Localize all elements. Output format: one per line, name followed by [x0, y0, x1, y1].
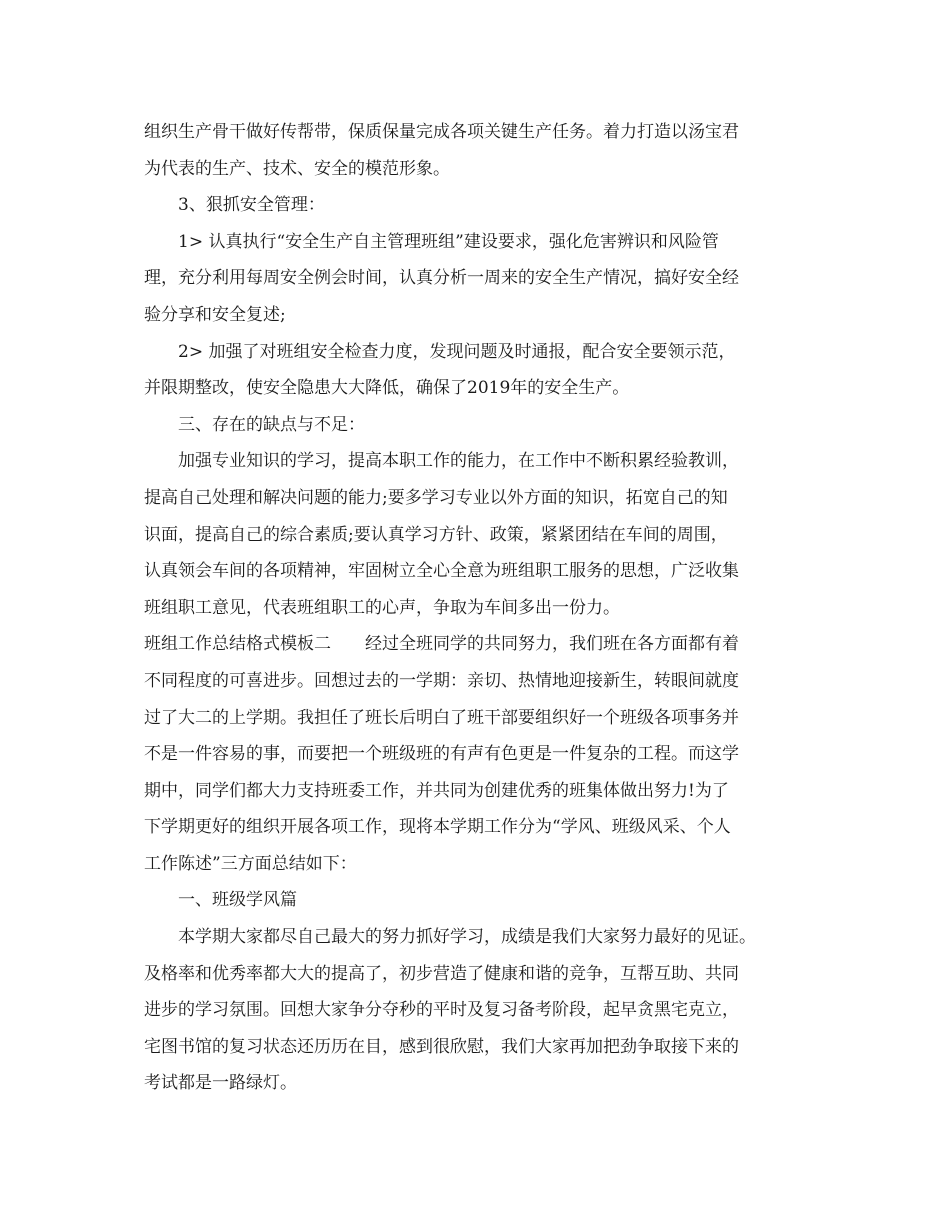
template-title-line: 班组工作总结格式模板二 经过全班同学的共同努力，我们班在各方面都有着 [144, 634, 739, 655]
text-line: 理，充分利用每周安全例会时间，认真分析一周来的安全生产情况，搞好安全经 [144, 268, 739, 289]
text-line: 为代表的生产、技术、安全的模范形象。 [144, 158, 450, 179]
text-line: 下学期更好的组织开展各项工作，现将本学期工作分为“学风、班级风采、个人 [144, 817, 731, 838]
text-line: 提高自己处理和解决问题的能力;要多学习专业以外方面的知识，拓宽自己的知 [144, 487, 728, 508]
text-line: 本学期大家都尽自己最大的努力抓好学习，成绩是我们大家努力最好的见证。 [178, 927, 756, 948]
text-line: 不同程度的可喜进步。回想过去的一学期：亲切、热情地迎接新生，转眼间就度 [144, 670, 739, 691]
text-line: 2> 加强了对班组安全检查力度，发现问题及时通报，配合安全要领示范， [178, 341, 736, 362]
text-line: 加强专业知识的学习，提高本职工作的能力，在工作中不断积累经验教训， [178, 451, 739, 472]
text-line: 及格率和优秀率都大大的提高了，初步营造了健康和谐的竞争，互帮互助、共同 [144, 963, 739, 984]
text-line: 考试都是一路绿灯。 [144, 1073, 297, 1094]
text-line: 识面，提高自己的综合素质;要认真学习方针、政策，紧紧团结在车间的周围， [144, 524, 728, 545]
section-heading: 三、存在的缺点与不足： [178, 414, 365, 435]
text-line: 组织生产骨干做好传帮带，保质保量完成各项关键生产任务。着力打造以汤宝君 [144, 122, 739, 142]
text-line: 过了大二的上学期。我担任了班长后明白了班干部要组织好一个班级各项事务并 [144, 707, 739, 728]
text-line: 认真领会车间的各项精神，牢固树立全心全意为班组职工服务的思想，广泛收集 [144, 561, 739, 582]
text-line: 期中，同学们都大力支持班委工作，并共同为创建优秀的班集体做出努力!为了 [144, 780, 729, 801]
text-line: 验分享和安全复述; [144, 304, 286, 325]
text-line: 不是一件容易的事，而要把一个班级班的有声有色更是一件复杂的工程。而这学 [144, 744, 739, 765]
text-line: 1> 认真执行“安全生产自主管理班组”建设要求，强化危害辨识和风险管 [178, 231, 719, 252]
section-heading: 一、班级学风篇 [178, 890, 297, 911]
text-line: 工作陈述”三方面总结如下： [144, 853, 357, 874]
text-line: 宅图书馆的复习状态还历历在目，感到很欣慰，我们大家再加把劲争取接下来的 [144, 1036, 739, 1057]
section-heading: 3、狠抓安全管理： [178, 195, 325, 216]
text-line: 并限期整改，使安全隐患大大降低，确保了2019年的安全生产。 [144, 378, 630, 399]
text-line: 班组职工意见，代表班组职工的心声，争取为车间多出一份力。 [144, 597, 620, 618]
document-body [144, 114, 824, 1102]
text-line: 进步的学习氛围。回想大家争分夺秒的平时及复习备考阶段，起早贪黑宅克立， [144, 1000, 739, 1021]
